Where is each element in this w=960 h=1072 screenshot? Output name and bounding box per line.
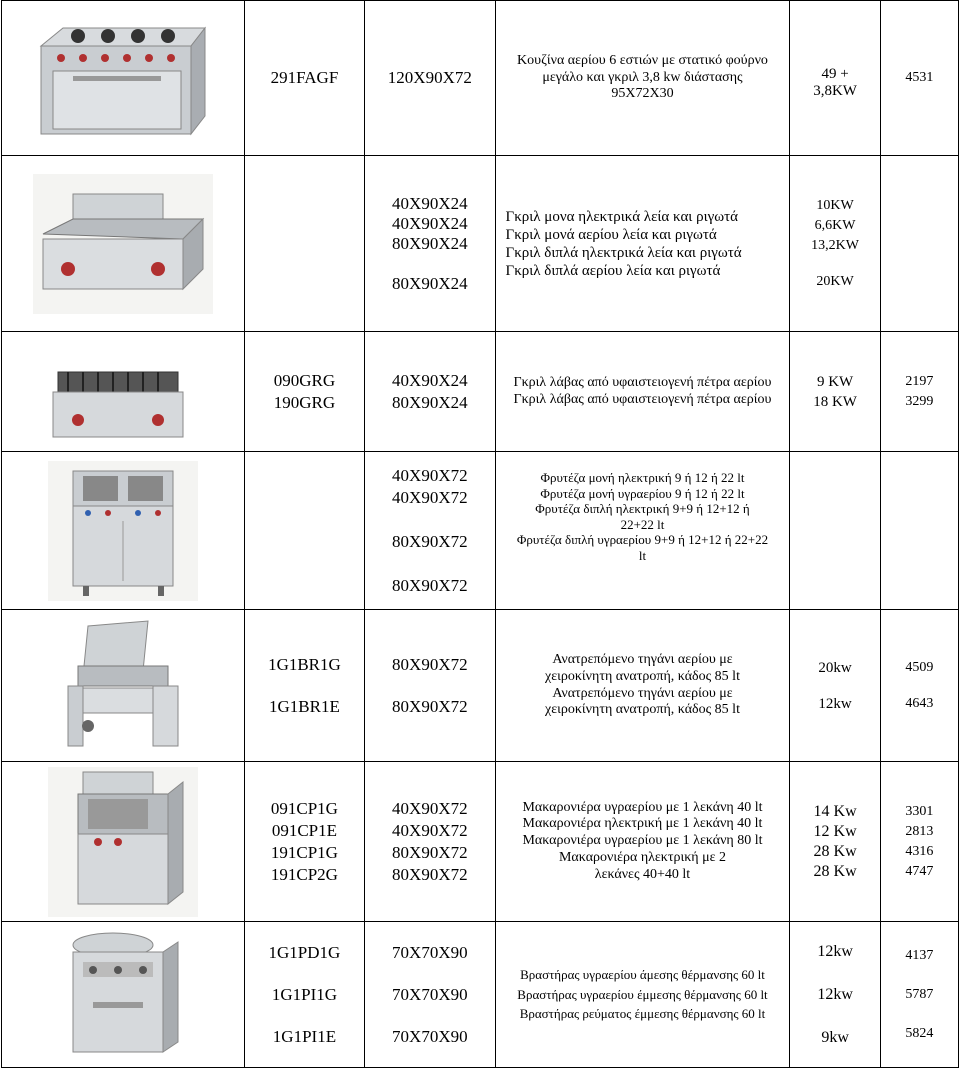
description: Γκριλ μονα ηλεκτρικά λεία και ριγωτά xyxy=(505,208,738,225)
description: Ανατρεπόμενο τηγάνι αερίου με χειροκίνητη ανατροπή, κάδος 85 lt xyxy=(545,685,740,718)
description: Φρυτέζα διπλή υγραερίου 9+9 ή 12+12 ή 22+22 lt xyxy=(516,532,769,563)
price-cell xyxy=(880,922,958,1068)
description: Φρυτέζα μονή ηλεκτρική 9 ή 12 ή 22 lt xyxy=(540,470,745,485)
dimensions: 80X90X24 xyxy=(392,392,468,412)
dimensions: 40X90X72 xyxy=(392,487,468,507)
dimensions-cell xyxy=(365,1,495,156)
gas-range-6-burner-oven-icon xyxy=(2,16,244,141)
price: 5824 xyxy=(905,1026,934,1041)
description: Γκριλ μονά αερίου λεία και ριγωτά xyxy=(505,226,717,243)
dimensions: 120X90X72 xyxy=(387,68,472,87)
dimensions: 80X90X24 xyxy=(392,273,468,293)
power-cell xyxy=(790,332,880,452)
price-cell xyxy=(880,156,958,332)
dimensions: 80X90X72 xyxy=(392,531,468,551)
dimensions: 80X90X72 xyxy=(392,654,468,674)
table-row xyxy=(2,156,959,332)
power-value: 49 + xyxy=(821,66,849,82)
table-row xyxy=(2,452,959,610)
dimensions-cell xyxy=(365,610,495,762)
price: 4316 xyxy=(905,843,934,859)
product-code-cell xyxy=(244,156,364,332)
power-value: 12kw xyxy=(818,695,852,712)
dimensions: 40X90X72 xyxy=(392,465,468,485)
description-cell xyxy=(495,156,790,332)
description: Γκριλ διπλά αερίου λεία και ριγωτά xyxy=(505,262,721,279)
price: 3301 xyxy=(905,803,934,819)
lava-stone-grill-icon xyxy=(2,342,244,442)
dimensions: 70X70X90 xyxy=(392,984,468,1004)
dimensions: 80X90X72 xyxy=(392,575,468,595)
description: Φρυτέζα μονή υγραερίου 9 ή 12 ή 22 lt xyxy=(540,485,745,501)
product-code: 091CP1E xyxy=(271,820,338,840)
product-price-table xyxy=(1,0,959,1068)
product-code: 090GRG xyxy=(273,370,336,390)
power-value: 20kw xyxy=(818,659,852,676)
power-value: 28 Kw xyxy=(813,862,857,880)
price-cell xyxy=(880,610,958,762)
product-code-cell xyxy=(244,610,364,762)
dimensions-cell xyxy=(365,452,495,610)
power-value: 12kw xyxy=(817,943,853,960)
fryer-icon xyxy=(2,461,244,601)
description: Μακαρονιέρα υγραερίου με 1 λεκάνη 40 lt xyxy=(522,799,763,815)
tilting-pan-icon xyxy=(2,616,244,756)
description: Βραστήρας ρεύματος έμμεσης θέρμανσης 60 lt xyxy=(519,1006,766,1022)
table-row xyxy=(2,610,959,762)
description-cell xyxy=(495,610,790,762)
dimensions: 40X90X24 xyxy=(392,370,468,390)
price-cell xyxy=(880,452,958,610)
description: Κουζίνα αερίου 6 εστιών με στατικό φούρνο μεγάλο και γκριλ 3,8 kw διάστασης 95X72X30 xyxy=(517,52,768,102)
description: Βραστήρας υγραερίου άμεσης θέρμανσης 60 lt xyxy=(520,967,765,983)
dimensions: 70X70X90 xyxy=(392,942,468,962)
description: Γκριλ λάβας από υφαιστειογενή πέτρα αερίου xyxy=(513,391,772,407)
boiling-kettle-icon xyxy=(2,927,244,1062)
griddle-icon xyxy=(2,174,244,314)
product-code: 1G1PD1G xyxy=(268,942,341,962)
description: Ανατρεπόμενο τηγάνι αερίου με χειροκίνητη ανατροπή, κάδος 85 lt xyxy=(545,651,740,684)
price: 2813 xyxy=(905,823,934,839)
power-value: 9 KW xyxy=(816,373,854,390)
power-value: 3,8KW xyxy=(813,83,857,99)
power-value: 14 Kw xyxy=(813,802,857,820)
product-code: 1G1PI1E xyxy=(272,1026,337,1046)
power-cell xyxy=(790,610,880,762)
power-value: 13,2KW xyxy=(811,237,859,253)
power-value: 10KW xyxy=(816,197,854,213)
power-value: 28 Kw xyxy=(813,842,857,860)
table-row xyxy=(2,332,959,452)
description: Βραστήρας υγραερίου έμμεσης θέρμανσης 60 lt xyxy=(517,986,768,1002)
dimensions: 40X90X72 xyxy=(392,820,468,840)
description-cell xyxy=(495,1,790,156)
power-cell xyxy=(790,156,880,332)
power-value: 12 Kw xyxy=(813,822,857,840)
price-cell xyxy=(880,1,958,156)
price-cell xyxy=(880,762,958,922)
dimensions: 80X90X72 xyxy=(392,864,468,884)
dimensions-cell xyxy=(365,922,495,1068)
description-cell xyxy=(495,452,790,610)
dimensions-cell xyxy=(365,332,495,452)
description-cell xyxy=(495,332,790,452)
price: 5787 xyxy=(905,987,934,1002)
product-code-cell xyxy=(244,332,364,452)
power-value: 20KW xyxy=(816,273,854,289)
power-value: 6,6KW xyxy=(814,217,856,233)
product-image-cell xyxy=(2,922,245,1068)
product-code: 1G1PI1G xyxy=(271,984,338,1004)
product-code: 1G1BR1E xyxy=(269,696,340,716)
product-image-cell xyxy=(2,156,245,332)
dimensions: 80X90X72 xyxy=(392,842,468,862)
price: 4643 xyxy=(905,695,934,711)
description: Μακαρονιέρα υγραερίου με 1 λεκάνη 80 lt xyxy=(522,833,763,849)
power-value: 12kw xyxy=(817,986,853,1003)
description-cell xyxy=(495,762,790,922)
description: Μακαρονιέρα ηλεκτρική με 1 λεκάνη 40 lt xyxy=(522,816,763,832)
description: Γκριλ διπλά ηλεκτρικά λεία και ριγωτά xyxy=(505,244,742,261)
description: Γκριλ λάβας από υφαιστειογενή πέτρα αερίου xyxy=(513,374,772,390)
table-row xyxy=(2,762,959,922)
power-value: 9kw xyxy=(821,1029,849,1046)
product-image-cell xyxy=(2,762,245,922)
dimensions: 40X90X72 xyxy=(392,798,468,818)
price: 3299 xyxy=(905,393,934,409)
price: 4137 xyxy=(905,948,934,963)
pasta-cooker-icon xyxy=(2,767,244,917)
product-code-cell xyxy=(244,1,364,156)
power-cell xyxy=(790,1,880,156)
product-code: 291FAGF xyxy=(270,68,339,87)
description: Φρυτέζα διπλή ηλεκτρική 9+9 ή 12+12 ή 22+22 lt xyxy=(535,501,750,532)
dimensions-cell xyxy=(365,762,495,922)
product-code: 191CP2G xyxy=(270,864,338,884)
power-value: 18 KW xyxy=(813,393,857,410)
price: 4747 xyxy=(905,863,934,879)
dimensions: 40X90X24 xyxy=(392,213,468,233)
description: Μακαρονιέρα ηλεκτρική με 2 λεκάνες 40+40 lt xyxy=(558,849,726,882)
dimensions: 40X90X24 xyxy=(392,193,468,213)
product-image-cell xyxy=(2,610,245,762)
table-row xyxy=(2,922,959,1068)
price-cell xyxy=(880,332,958,452)
product-code-cell xyxy=(244,452,364,610)
product-code-cell xyxy=(244,762,364,922)
product-image-cell xyxy=(2,1,245,156)
product-code: 190GRG xyxy=(273,392,336,412)
dimensions: 80X90X24 xyxy=(392,233,468,253)
dimensions-cell xyxy=(365,156,495,332)
product-code-cell xyxy=(244,922,364,1068)
product-image-cell xyxy=(2,452,245,610)
dimensions: 70X70X90 xyxy=(392,1026,468,1046)
power-cell xyxy=(790,922,880,1068)
product-image-cell xyxy=(2,332,245,452)
description-cell xyxy=(495,922,790,1068)
dimensions: 80X90X72 xyxy=(392,696,468,716)
product-code: 1G1BR1G xyxy=(268,654,341,674)
product-code: 091CP1G xyxy=(270,798,338,818)
price: 2197 xyxy=(905,373,934,389)
price: 4509 xyxy=(905,659,934,675)
table-row xyxy=(2,1,959,156)
price: 4531 xyxy=(905,70,934,85)
product-code: 191CP1G xyxy=(270,842,338,862)
power-cell xyxy=(790,762,880,922)
power-cell xyxy=(790,452,880,610)
